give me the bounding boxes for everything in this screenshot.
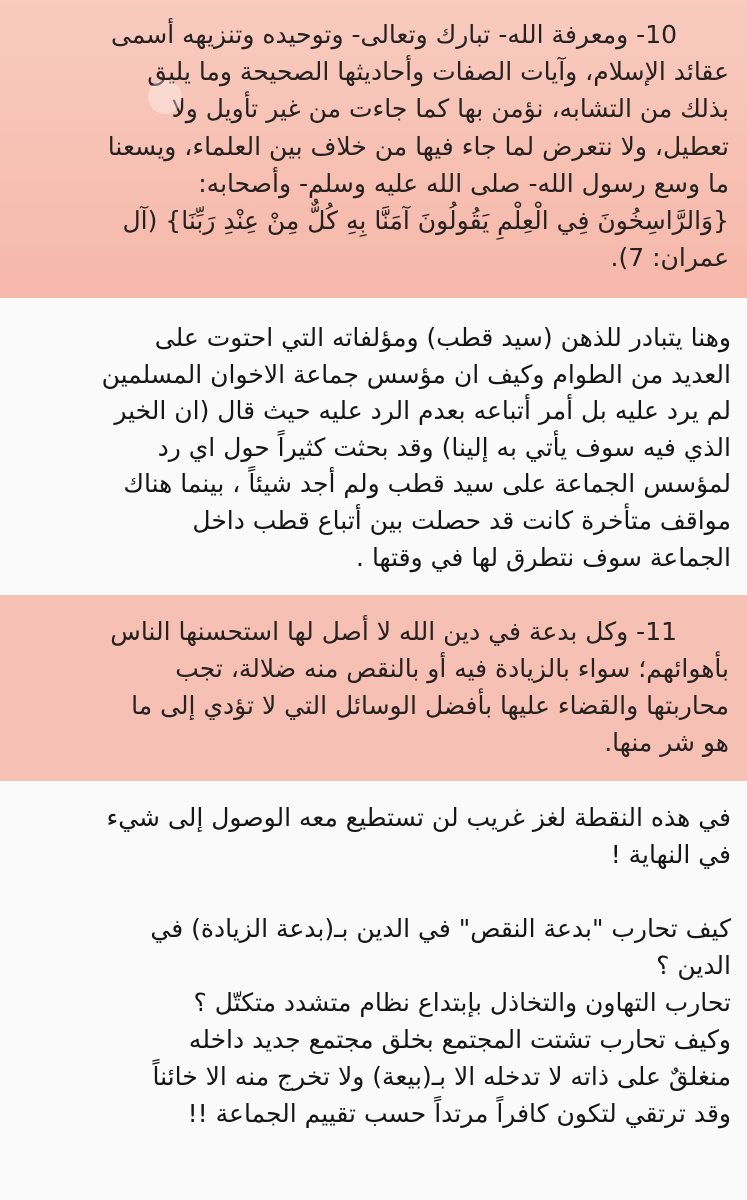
text-line: في النهاية ! [610, 840, 731, 869]
text-line: مواقف متأخرة كانت قد حصلت بين أتباع قطب داخل [192, 505, 731, 535]
text-line: تحارب التهاون والتخاذل بإبتداع نظام متشدد متكتّل ؟ [193, 988, 731, 1017]
text-line: وقد ترتقي لتكون كافراً مرتداً حسب تقييم الجماعة !! [187, 1099, 731, 1128]
text-line: {وَالرَّاسِخُونَ فِي الْعِلْمِ يَقُولُونَ آمَنَّا بِهِ كُلٌّ مِنْ عِنْدِ رَبِّنَا} (آل [122, 206, 729, 236]
quoted-principle-10 [0, 0, 747, 298]
text-line: بأهوائهم؛ سواء بالزيادة فيه أو بالنقص منه ضلالة، تجب [175, 654, 729, 683]
text-line: الدين ؟ [656, 951, 731, 980]
text-line: لمؤسس الجماعة على سيد قطب ولم أجد شيئاً ، بينما هناك [123, 469, 731, 499]
commentary-sayyid-qutb [0, 298, 747, 595]
text-line: 10- ومعرفة الله- تبارك وتعالى- وتوحيده وتنزيهه أسمى [111, 20, 677, 49]
text-line: 11- وكل بدعة في دين الله لا أصل لها استحسنها الناس [110, 617, 677, 646]
text-line: وكيف تحارب تشتت المجتمع بخلق مجتمع جديد داخله [188, 1025, 731, 1054]
text-line: هو شر منها. [604, 728, 729, 757]
text-line: لم يرد عليه بل أمر أتباعه بعدم الرد عليه حيث قال (ان الخير [114, 396, 731, 426]
text-line: كيف تحارب "بدعة النقص" في الدين بـ(بدعة الزيادة) في [150, 914, 731, 943]
text-line: منغلقٌ على ذاته لا تدخله الا بـ(بيعة) ولا تخرج منه الا خائناً [152, 1062, 731, 1091]
text-line: وهنا يتبادر للذهن (سيد قطب) ومؤلفاته التي احتوت على [154, 323, 731, 352]
text-line: الجماعة سوف نتطرق لها في وقتها . [356, 542, 731, 572]
blank-line [18, 873, 731, 910]
commentary-bidah [0, 781, 747, 1200]
text-line: محاربتها والقضاء عليها بأفضل الوسائل التي لا تؤدي إلى ما [131, 691, 729, 720]
text-line: ما وسع رسول الله- صلى الله عليه وسلم- وأصحابه: [198, 168, 729, 198]
text-line: بذلك من التشابه، نؤمن بها كما جاءت من غير تأويل ولا [171, 94, 729, 124]
text-line: العديد من الطوام وكيف ان مؤسس جماعة الاخوان المسلمين [101, 359, 731, 389]
text-line: عمران: 7). [610, 243, 729, 273]
quoted-principle-11 [0, 595, 747, 781]
text-line: عقائد الإسلام، وآيات الصفات وأحاديثها الصحيحة وما يليق [147, 57, 729, 87]
text-line: في هذه النقطة لغز غريب لن تستطيع معه الوصول إلى شيء [106, 803, 731, 832]
text-line: تعطيل، ولا نتعرض لما جاء فيها من خلاف بين العلماء، ويسعنا [107, 131, 729, 161]
text-line: الذي فيه سوف يأتي به إلينا) وقد بحثت كثيراً حول اي رد [157, 432, 731, 462]
